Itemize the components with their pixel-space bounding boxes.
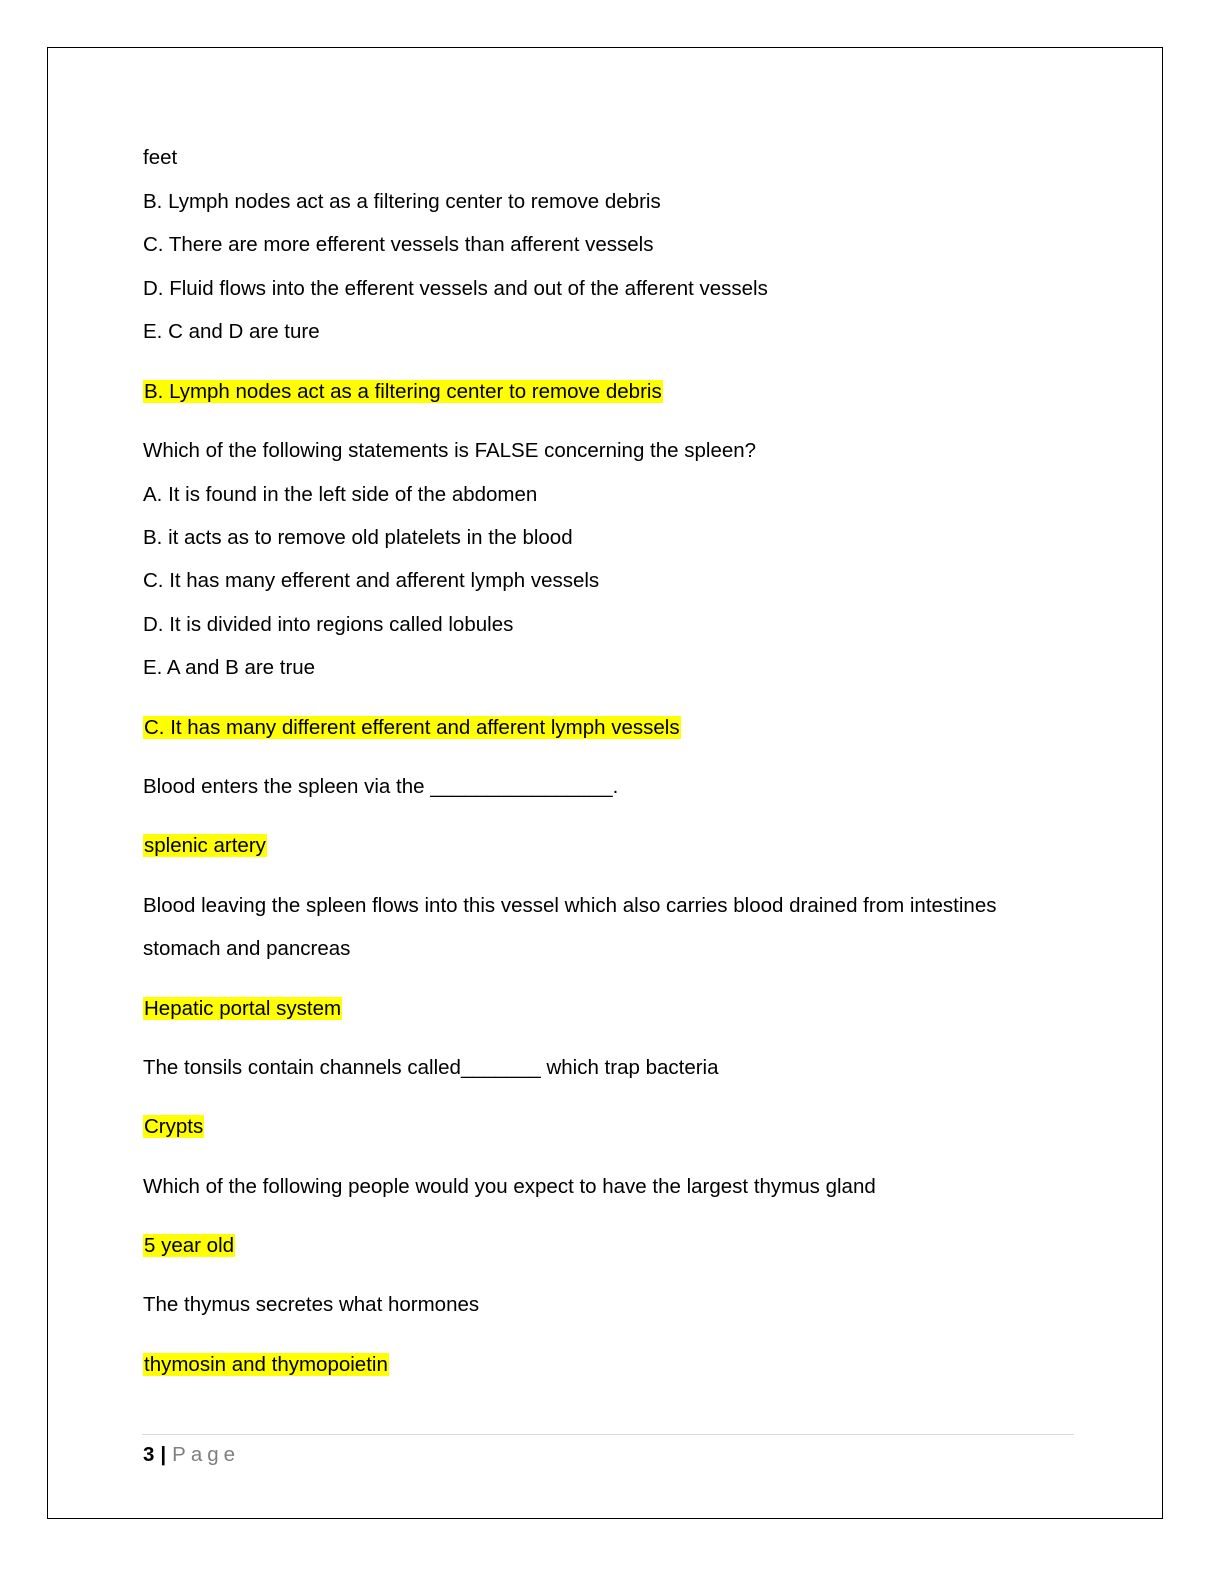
line-text: B. it acts as to remove old platelets in the blood [143,526,573,549]
answer-line [143,378,663,406]
page-label: Page [172,1443,241,1466]
highlighted-answer: Crypts [144,1115,204,1138]
line-text: D. Fluid flows into the efferent vessels and out of the afferent vessels [143,277,768,300]
line-text: The tonsils contain channels called_______ which trap bacteria [143,1056,719,1079]
line-text: E. A and B are true [143,656,316,679]
line-text: C. There are more efferent vessels than afferent vessels [143,233,654,256]
option-line [143,524,573,552]
line-text: stomach and pancreas [143,937,351,960]
highlighted-answer: splenic artery [144,834,266,857]
option-line [143,567,599,595]
page-number: 3 [143,1443,155,1466]
line-text: D. It is divided into regions called lobules [143,613,514,636]
answer-line [143,1351,389,1379]
answer-line [143,832,267,860]
answer-line [143,1232,235,1260]
line-text: B. Lymph nodes act as a filtering center to remove debris [143,190,661,213]
option-line [143,654,315,682]
highlighted-answer: thymosin and thymopoietin [144,1353,388,1376]
option-line [143,275,768,303]
line-text: E. C and D are ture [143,320,320,343]
option-line [143,318,320,346]
answer-line [143,995,342,1023]
highlighted-answer: Hepatic portal system [144,997,342,1020]
question-line [143,1291,479,1319]
footer-rule [142,1434,1074,1435]
line-text: Blood leaving the spleen flows into this vessel which also carries blood drained from intestines [143,894,997,917]
option-line [143,188,661,216]
footer-separator: | [160,1443,167,1466]
option-line [143,231,654,259]
highlighted-answer: C. It has many different efferent and afferent lymph vessels [144,716,680,739]
highlighted-answer: B. Lymph nodes act as a filtering center to remove debris [144,380,662,403]
page-footer [143,1441,240,1469]
option-line [143,611,513,639]
question-line [143,437,756,465]
highlighted-answer: 5 year old [144,1234,235,1257]
question-line [143,773,618,801]
answer-line [143,714,681,742]
line-text: Which of the following people would you expect to have the largest thymus gland [143,1175,876,1198]
line-text: Which of the following statements is FALSE concerning the spleen? [143,439,757,462]
text-line [143,144,177,172]
question-line [143,1054,719,1082]
line-text: A. It is found in the left side of the abdomen [143,483,538,506]
question-line [143,1173,876,1201]
option-line [143,481,537,509]
line-text: C. It has many efferent and afferent lymph vessels [143,569,600,592]
answer-line [143,1113,204,1141]
line-text: Blood enters the spleen via the ________________. [143,775,619,798]
question-line [143,892,996,920]
question-line [143,935,350,963]
line-text: feet [143,146,178,169]
line-text: The thymus secretes what hormones [143,1293,480,1316]
